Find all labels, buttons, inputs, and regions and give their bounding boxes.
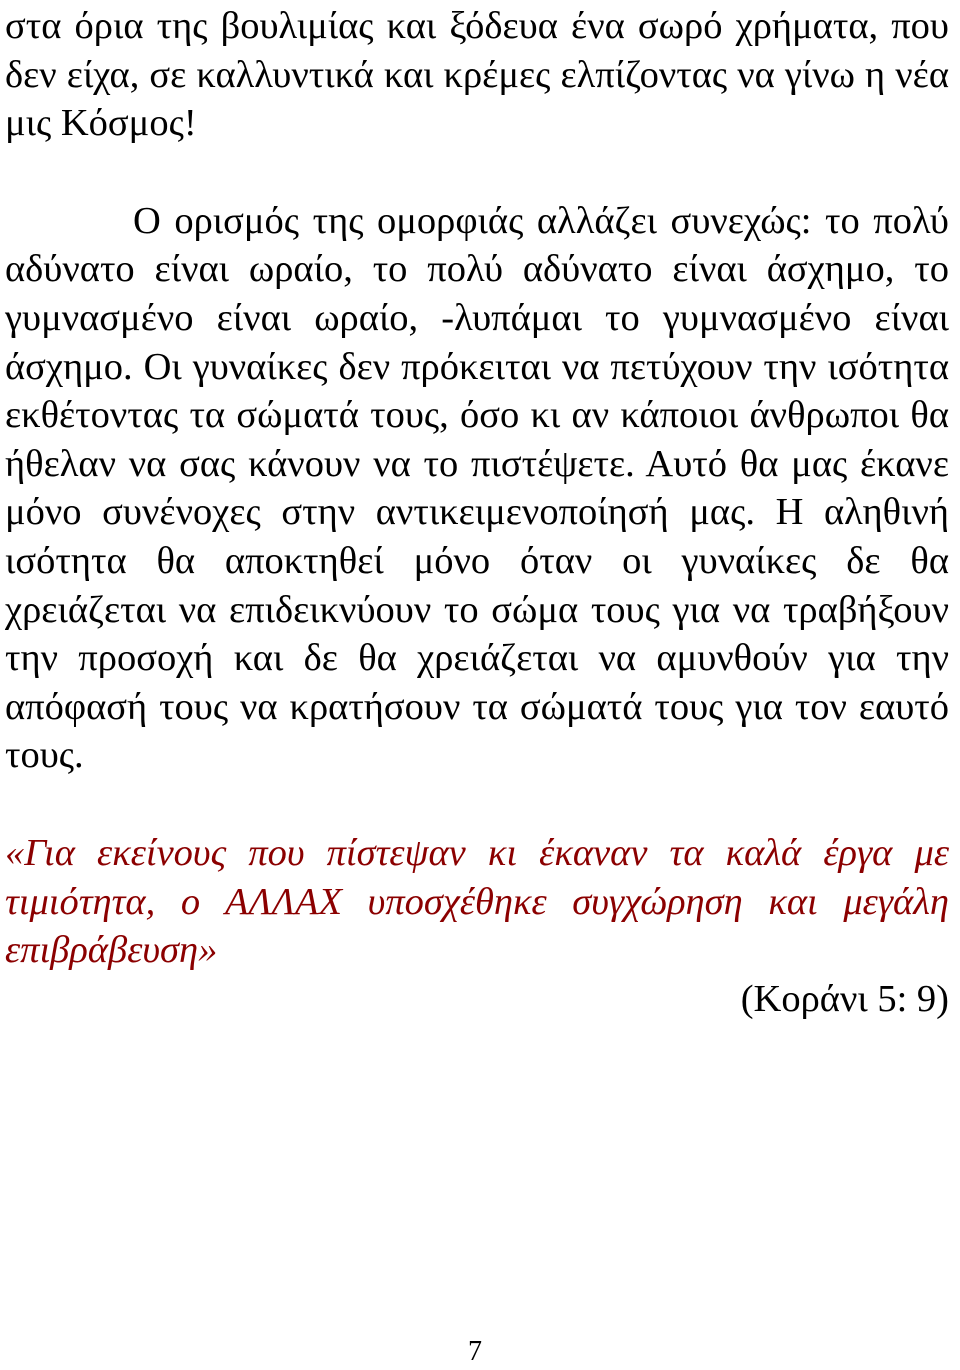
paragraph-beauty-definition: Ο ορισμός της ομορφιάς αλλάζει συνεχώς: το πολύ αδύνατο είναι ωραίο, το πολύ αδύνατο είναι άσχημο, το γυμνασμένο είναι ωραίο, -λυπάμαι το γυμνασμένο είναι άσχημο. Οι γυναίκες δεν πρόκειται να πετύχουν την ισότητα εκθέτοντας τα σώματά τους, όσο κι αν κάποιοι άνθρωποι θα ήθελαν να σας κάνουν να το πιστέψετε. Αυτό θα μας έκανε μόνο συνένοχες στην αντικειμενοποίησή μας. Η αληθινή ισότητα θα αποκτηθεί μόνο όταν οι γυναίκες δε θα χρειάζεται να επιδεικνύουν το σώμα τους για να τραβήξουν την προσοχή και δε θα χρειάζεται να αμυνθούν για την απόφασή τους να κρατήσουν τα σώματά τους για τον εαυτό τους. — [5, 199, 949, 777]
quran-quote: «Για εκείνους που πίστεψαν κι έκαναν τα καλά έργα με τιμιότητα, ο ΑΛΛΑΧ υποσχέθηκε συγχώρηση και μεγάλη επιβράβευση» — [5, 831, 949, 972]
document-page — [5, 0, 949, 1023]
paragraph-continuation: στα όρια της βουλιμίας και ξόδευα ένα σωρό χρήματα, που δεν είχα, σε καλλυντικά και κρέμες ελπίζοντας να γίνω η νέα μις Κόσμος! — [5, 5, 949, 145]
page-number: 7 — [468, 1336, 482, 1367]
quote-reference: (Κοράνι 5: 9) — [740, 977, 949, 1020]
